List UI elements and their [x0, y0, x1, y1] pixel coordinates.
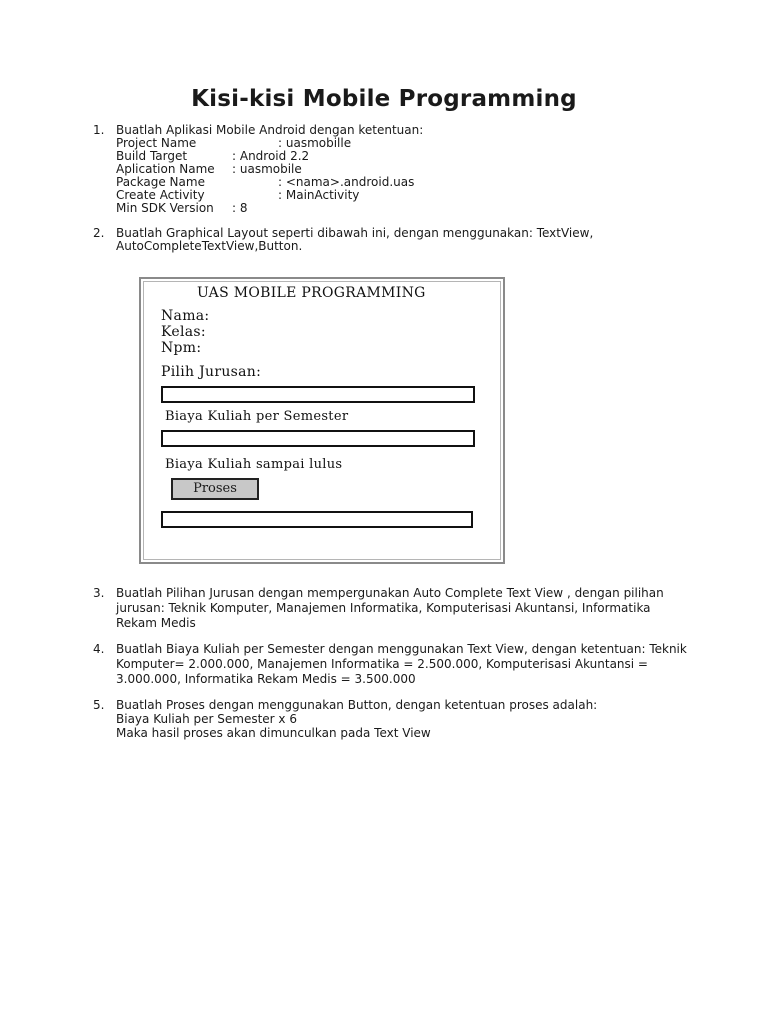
item-content	[116, 642, 686, 687]
field-row	[116, 202, 686, 215]
field-label: Project Name	[116, 136, 197, 150]
item-number: 1.	[93, 123, 105, 137]
figure-result-field	[161, 511, 473, 528]
item-line: Komputer= 2.000.000, Manajemen Informatika = 2.500.000, Komputerisasi Akuntansi =	[116, 657, 648, 671]
page-title: Kisi-kisi Mobile Programming	[191, 86, 577, 112]
field-label: Create Activity	[116, 188, 205, 202]
item-number: 4.	[93, 642, 105, 656]
field-label: Aplication Name	[116, 162, 215, 176]
item-text: Buatlah Aplikasi Mobile Android dengan ketentuan:	[116, 123, 424, 137]
field-value: : uasmobile	[232, 162, 302, 176]
item-line: Buatlah Proses dengan menggunakan Button, dengan ketentuan proses adalah:	[116, 698, 598, 712]
item-number: 5.	[93, 698, 105, 712]
figure-label-biaya-lulus: Biaya Kuliah sampai lulus	[165, 457, 343, 472]
item-line: Biaya Kuliah per Semester x 6	[116, 712, 297, 726]
field-label: Package Name	[116, 175, 205, 189]
item-line: Buatlah Pilihan Jurusan dengan mempergunakan Auto Complete Text View , dengan pilihan	[116, 586, 664, 600]
layout-figure	[139, 277, 505, 564]
item-number: 2.	[93, 226, 105, 240]
figure-label-kelas: Kelas:	[161, 324, 206, 340]
item-line: Buatlah Graphical Layout seperti dibawah ini, dengan menggunakan: TextView,	[116, 226, 594, 240]
item-content	[116, 586, 686, 631]
figure-heading: UAS MOBILE PROGRAMMING	[197, 285, 426, 301]
item-content	[116, 124, 686, 215]
item-line: jurusan: Teknik Komputer, Manajemen Informatika, Komputerisasi Akuntansi, Informatika	[116, 601, 651, 615]
field-value: : uasmobille	[278, 136, 352, 150]
figure-proses-button: Proses	[171, 478, 259, 500]
field-row	[116, 137, 686, 150]
figure-jurusan-field	[161, 386, 475, 403]
figure-label-npm: Npm:	[161, 340, 202, 356]
field-label: Build Target	[116, 149, 188, 163]
item-number: 3.	[93, 586, 105, 600]
figure-label-jurusan: Pilih Jurusan:	[161, 364, 262, 380]
item-line: Buatlah Biaya Kuliah per Semester dengan menggunakan Text View, dengan ketentuan: Teknik	[116, 642, 687, 656]
figure-label-biaya-semester: Biaya Kuliah per Semester	[165, 409, 349, 424]
item-line: AutoCompleteTextView,Button.	[116, 239, 303, 253]
item-line: Rekam Medis	[116, 616, 196, 630]
field-value: : Android 2.2	[232, 149, 310, 163]
figure-biaya-field	[161, 430, 475, 447]
field-value: : MainActivity	[278, 188, 360, 202]
item-content	[116, 227, 686, 253]
field-value: : 8	[232, 201, 248, 215]
field-value: : <nama>.android.uas	[278, 175, 415, 189]
field-label: Min SDK Version	[116, 201, 214, 215]
item-line: Maka hasil proses akan dimunculkan pada Text View	[116, 726, 431, 740]
item-content	[116, 698, 686, 740]
figure-label-nama: Nama:	[161, 308, 210, 324]
item-line: 3.000.000, Informatika Rekam Medis = 3.500.000	[116, 672, 416, 686]
